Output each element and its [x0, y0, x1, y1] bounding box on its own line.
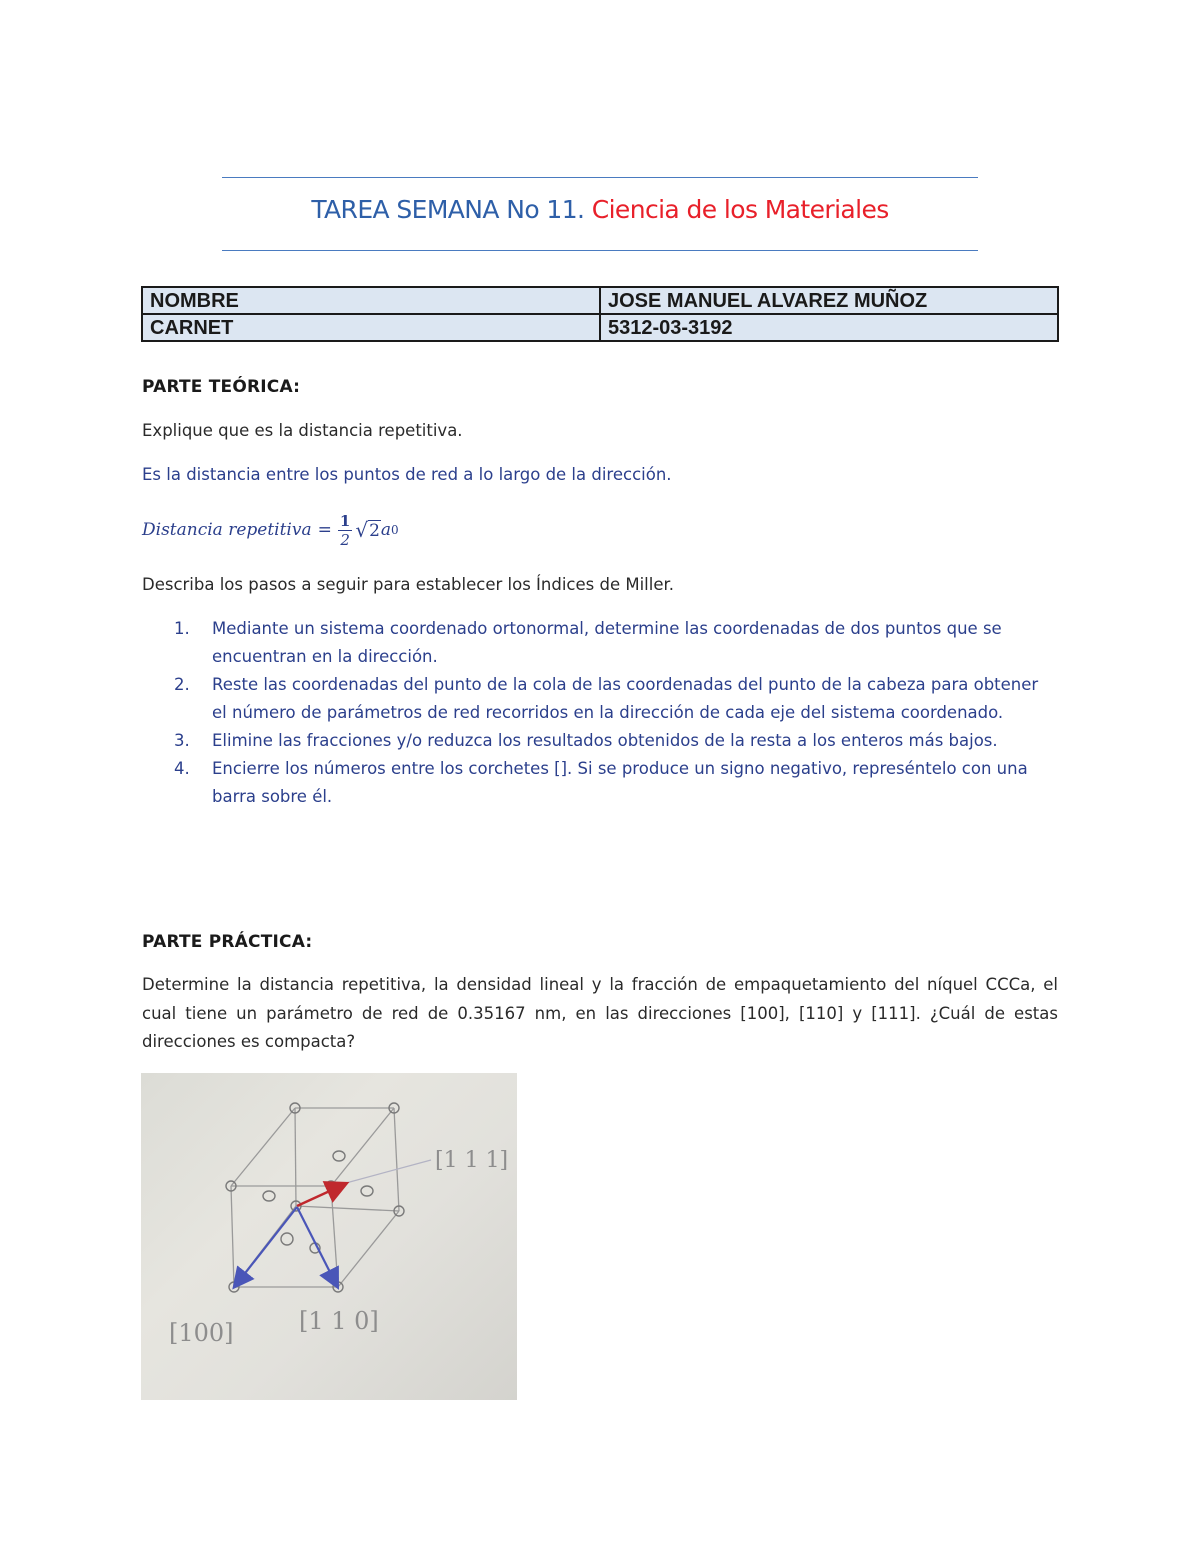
label-110: [1 1 0]: [299, 1307, 379, 1335]
student-info-table: [141, 286, 1059, 342]
pointer-111-line: [346, 1160, 431, 1183]
title-top-rule: [222, 177, 978, 178]
table-row-nombre: [142, 287, 1058, 314]
list-item: [142, 755, 1057, 811]
carnet-label: CARNET: [142, 314, 600, 341]
question-distancia: Explique que es la distancia repetitiva.: [142, 421, 463, 440]
title-subject: Ciencia de los Materiales: [591, 195, 889, 224]
label-111: [1 1 1]: [435, 1148, 509, 1173]
arrow-111: [297, 1184, 345, 1206]
step-text: Mediante un sistema coordenado ortonormal, determine las coordenadas de dos puntos que se encuentran en la dirección.: [212, 619, 1002, 666]
nombre-label: NOMBRE: [142, 287, 600, 314]
step-number: 3.: [174, 731, 190, 750]
title-bottom-rule: [222, 250, 978, 251]
practica-paragraph: Determine la distancia repetitiva, la densidad lineal y la fracción de empaquetamiento del níquel CCCa, el cual tiene un parámetro de red de 0.35167 nm, en las direcciones [100], [110] y [111]. ¿Cuál de estas direcciones es compacta?: [142, 975, 1058, 1051]
nombre-value: JOSE MANUEL ALVAREZ MUÑOZ: [600, 287, 1058, 314]
formula-equals: =: [317, 520, 332, 540]
formula-distancia-repetitiva: [142, 505, 399, 555]
list-item: [142, 615, 1057, 671]
step-text: Encierre los números entre los corchetes []. Si se produce un signo negativo, represéntelo con una barra sobre él.: [212, 759, 1028, 806]
step-number: 4.: [174, 759, 190, 778]
arrow-100: [235, 1207, 297, 1286]
formula-numerator: 1: [339, 511, 351, 530]
page-title: [222, 193, 978, 227]
list-item: [142, 727, 1057, 755]
question-miller: Describa los pasos a seguir para establecer los Índices de Miller.: [142, 575, 675, 594]
formula-lhs: Distancia repetitiva: [142, 520, 312, 540]
miller-steps-list: [142, 615, 1057, 811]
step-number: 2.: [174, 675, 190, 694]
cubic-cell-sketch-photo: [141, 1073, 517, 1400]
answer-distancia: Es la distancia entre los puntos de red a lo largo de la dirección.: [142, 465, 672, 484]
carnet-value: 5312-03-3192: [600, 314, 1058, 341]
formula-variable: a: [380, 520, 392, 540]
table-row-carnet: [142, 314, 1058, 341]
step-text: Reste las coordenadas del punto de la cola de las coordenadas del punto de la cabeza para obtener el número de parámetros de red recorridos en la dirección de cada eje del sistema coordenado.: [212, 675, 1039, 722]
formula-radicand: 2: [369, 521, 380, 541]
step-number: 1.: [174, 619, 190, 638]
step-text: Elimine las fracciones y/o reduzca los resultados obtenidos de la resta a los enteros más bajos.: [212, 731, 998, 750]
arrow-110: [297, 1207, 337, 1286]
label-100: [100]: [169, 1319, 234, 1347]
practica-heading: PARTE PRÁCTICA:: [142, 932, 313, 952]
formula-fraction: [338, 512, 352, 549]
title-course-week: TAREA SEMANA No 11.: [311, 195, 585, 224]
formula-subscript: 0: [391, 523, 399, 537]
formula-denominator: 2: [340, 530, 350, 549]
teorica-heading: PARTE TEÓRICA:: [142, 377, 301, 397]
cubic-cell-sketch: [141, 1073, 517, 1400]
formula-sqrt: [355, 519, 381, 541]
sqrt-sign-icon: √: [355, 518, 369, 542]
list-item: [142, 671, 1057, 727]
